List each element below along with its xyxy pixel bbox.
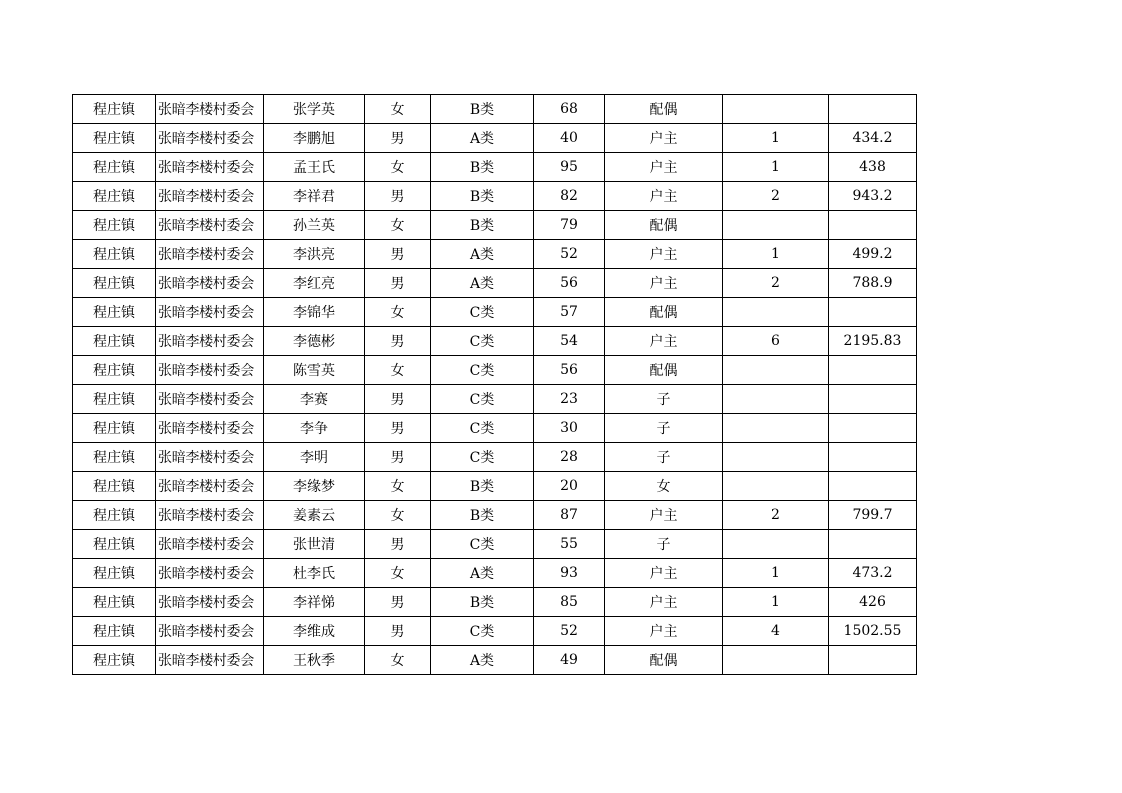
town-cell: 程庄镇 xyxy=(73,356,156,385)
relation-cell: 户主 xyxy=(605,617,723,646)
amount-cell: 943.2 xyxy=(829,182,917,211)
table-row xyxy=(73,443,917,472)
table-row xyxy=(73,501,917,530)
town-cell: 程庄镇 xyxy=(73,95,156,124)
relation-cell: 子 xyxy=(605,385,723,414)
gender-cell: 女 xyxy=(365,646,431,675)
relation-cell: 户主 xyxy=(605,588,723,617)
category-cell: B类 xyxy=(431,153,534,182)
age-cell: 54 xyxy=(534,327,605,356)
relation-cell: 女 xyxy=(605,472,723,501)
gender-cell: 女 xyxy=(365,211,431,240)
table-row xyxy=(73,240,917,269)
town-cell: 程庄镇 xyxy=(73,443,156,472)
table-row xyxy=(73,124,917,153)
household-size-cell: 2 xyxy=(723,269,829,298)
village-cell: 张暗李楼村委会 xyxy=(156,211,264,240)
age-cell: 56 xyxy=(534,269,605,298)
age-cell: 28 xyxy=(534,443,605,472)
amount-cell xyxy=(829,211,917,240)
category-cell: A类 xyxy=(431,124,534,153)
table-row xyxy=(73,182,917,211)
village-cell: 张暗李楼村委会 xyxy=(156,153,264,182)
name-cell: 王秋季 xyxy=(264,646,365,675)
age-cell: 52 xyxy=(534,617,605,646)
household-size-cell xyxy=(723,414,829,443)
relation-cell: 户主 xyxy=(605,240,723,269)
amount-cell xyxy=(829,443,917,472)
table-row xyxy=(73,414,917,443)
name-cell: 李争 xyxy=(264,414,365,443)
relation-cell: 子 xyxy=(605,530,723,559)
gender-cell: 男 xyxy=(365,414,431,443)
name-cell: 李赛 xyxy=(264,385,365,414)
name-cell: 李缘梦 xyxy=(264,472,365,501)
gender-cell: 女 xyxy=(365,559,431,588)
age-cell: 23 xyxy=(534,385,605,414)
relation-cell: 配偶 xyxy=(605,211,723,240)
age-cell: 85 xyxy=(534,588,605,617)
town-cell: 程庄镇 xyxy=(73,124,156,153)
age-cell: 20 xyxy=(534,472,605,501)
gender-cell: 男 xyxy=(365,269,431,298)
name-cell: 姜素云 xyxy=(264,501,365,530)
amount-cell xyxy=(829,414,917,443)
name-cell: 李祥君 xyxy=(264,182,365,211)
category-cell: C类 xyxy=(431,414,534,443)
age-cell: 82 xyxy=(534,182,605,211)
village-cell: 张暗李楼村委会 xyxy=(156,646,264,675)
gender-cell: 女 xyxy=(365,356,431,385)
name-cell: 李红亮 xyxy=(264,269,365,298)
age-cell: 55 xyxy=(534,530,605,559)
relation-cell: 户主 xyxy=(605,559,723,588)
gender-cell: 男 xyxy=(365,617,431,646)
table-row xyxy=(73,472,917,501)
category-cell: B类 xyxy=(431,182,534,211)
household-size-cell: 1 xyxy=(723,588,829,617)
village-cell: 张暗李楼村委会 xyxy=(156,240,264,269)
table-row xyxy=(73,646,917,675)
town-cell: 程庄镇 xyxy=(73,153,156,182)
category-cell: C类 xyxy=(431,530,534,559)
category-cell: C类 xyxy=(431,443,534,472)
relation-cell: 户主 xyxy=(605,269,723,298)
town-cell: 程庄镇 xyxy=(73,298,156,327)
town-cell: 程庄镇 xyxy=(73,559,156,588)
amount-cell: 473.2 xyxy=(829,559,917,588)
household-size-cell: 6 xyxy=(723,327,829,356)
amount-cell: 1502.55 xyxy=(829,617,917,646)
category-cell: A类 xyxy=(431,646,534,675)
gender-cell: 女 xyxy=(365,95,431,124)
town-cell: 程庄镇 xyxy=(73,501,156,530)
amount-cell xyxy=(829,646,917,675)
town-cell: 程庄镇 xyxy=(73,327,156,356)
gender-cell: 女 xyxy=(365,501,431,530)
town-cell: 程庄镇 xyxy=(73,472,156,501)
town-cell: 程庄镇 xyxy=(73,211,156,240)
relation-cell: 配偶 xyxy=(605,646,723,675)
table-row xyxy=(73,530,917,559)
age-cell: 52 xyxy=(534,240,605,269)
age-cell: 49 xyxy=(534,646,605,675)
relation-cell: 户主 xyxy=(605,182,723,211)
town-cell: 程庄镇 xyxy=(73,269,156,298)
gender-cell: 男 xyxy=(365,327,431,356)
gender-cell: 女 xyxy=(365,298,431,327)
name-cell: 李德彬 xyxy=(264,327,365,356)
table-row xyxy=(73,588,917,617)
relation-cell: 子 xyxy=(605,443,723,472)
age-cell: 95 xyxy=(534,153,605,182)
data-table xyxy=(72,94,917,675)
table-row xyxy=(73,153,917,182)
town-cell: 程庄镇 xyxy=(73,646,156,675)
table-row xyxy=(73,327,917,356)
category-cell: A类 xyxy=(431,559,534,588)
category-cell: B类 xyxy=(431,472,534,501)
relation-cell: 户主 xyxy=(605,124,723,153)
age-cell: 57 xyxy=(534,298,605,327)
table-row xyxy=(73,385,917,414)
household-size-cell xyxy=(723,211,829,240)
household-size-cell: 1 xyxy=(723,153,829,182)
relation-cell: 配偶 xyxy=(605,356,723,385)
household-size-cell: 1 xyxy=(723,240,829,269)
town-cell: 程庄镇 xyxy=(73,588,156,617)
relation-cell: 户主 xyxy=(605,327,723,356)
relation-cell: 配偶 xyxy=(605,298,723,327)
age-cell: 68 xyxy=(534,95,605,124)
category-cell: C类 xyxy=(431,385,534,414)
relation-cell: 配偶 xyxy=(605,95,723,124)
village-cell: 张暗李楼村委会 xyxy=(156,356,264,385)
town-cell: 程庄镇 xyxy=(73,617,156,646)
gender-cell: 男 xyxy=(365,385,431,414)
amount-cell: 799.7 xyxy=(829,501,917,530)
gender-cell: 男 xyxy=(365,182,431,211)
name-cell: 李锦华 xyxy=(264,298,365,327)
village-cell: 张暗李楼村委会 xyxy=(156,414,264,443)
household-size-cell xyxy=(723,472,829,501)
village-cell: 张暗李楼村委会 xyxy=(156,530,264,559)
category-cell: A类 xyxy=(431,240,534,269)
village-cell: 张暗李楼村委会 xyxy=(156,269,264,298)
amount-cell: 788.9 xyxy=(829,269,917,298)
amount-cell: 438 xyxy=(829,153,917,182)
village-cell: 张暗李楼村委会 xyxy=(156,95,264,124)
relation-cell: 户主 xyxy=(605,153,723,182)
amount-cell xyxy=(829,356,917,385)
name-cell: 张学英 xyxy=(264,95,365,124)
relation-cell: 户主 xyxy=(605,501,723,530)
household-size-cell xyxy=(723,530,829,559)
amount-cell: 2195.83 xyxy=(829,327,917,356)
category-cell: A类 xyxy=(431,269,534,298)
town-cell: 程庄镇 xyxy=(73,240,156,269)
gender-cell: 男 xyxy=(365,124,431,153)
household-size-cell: 4 xyxy=(723,617,829,646)
age-cell: 79 xyxy=(534,211,605,240)
village-cell: 张暗李楼村委会 xyxy=(156,124,264,153)
name-cell: 张世清 xyxy=(264,530,365,559)
name-cell: 李鹏旭 xyxy=(264,124,365,153)
household-size-cell xyxy=(723,95,829,124)
amount-cell xyxy=(829,530,917,559)
gender-cell: 男 xyxy=(365,443,431,472)
household-size-cell xyxy=(723,356,829,385)
town-cell: 程庄镇 xyxy=(73,414,156,443)
name-cell: 李明 xyxy=(264,443,365,472)
village-cell: 张暗李楼村委会 xyxy=(156,559,264,588)
household-size-cell xyxy=(723,385,829,414)
amount-cell xyxy=(829,298,917,327)
category-cell: B类 xyxy=(431,211,534,240)
category-cell: B类 xyxy=(431,501,534,530)
gender-cell: 女 xyxy=(365,153,431,182)
table-row xyxy=(73,559,917,588)
table-row xyxy=(73,269,917,298)
category-cell: C类 xyxy=(431,617,534,646)
age-cell: 93 xyxy=(534,559,605,588)
village-cell: 张暗李楼村委会 xyxy=(156,298,264,327)
household-size-cell: 2 xyxy=(723,501,829,530)
village-cell: 张暗李楼村委会 xyxy=(156,617,264,646)
amount-cell xyxy=(829,472,917,501)
age-cell: 87 xyxy=(534,501,605,530)
village-cell: 张暗李楼村委会 xyxy=(156,472,264,501)
name-cell: 杜李氏 xyxy=(264,559,365,588)
table-row xyxy=(73,356,917,385)
category-cell: C类 xyxy=(431,298,534,327)
relation-cell: 子 xyxy=(605,414,723,443)
village-cell: 张暗李楼村委会 xyxy=(156,182,264,211)
amount-cell: 426 xyxy=(829,588,917,617)
village-cell: 张暗李楼村委会 xyxy=(156,588,264,617)
table-row xyxy=(73,211,917,240)
gender-cell: 男 xyxy=(365,588,431,617)
table-row xyxy=(73,95,917,124)
name-cell: 陈雪英 xyxy=(264,356,365,385)
household-size-cell: 1 xyxy=(723,559,829,588)
category-cell: C类 xyxy=(431,327,534,356)
town-cell: 程庄镇 xyxy=(73,182,156,211)
gender-cell: 女 xyxy=(365,472,431,501)
category-cell: B类 xyxy=(431,95,534,124)
age-cell: 56 xyxy=(534,356,605,385)
gender-cell: 男 xyxy=(365,530,431,559)
table-row xyxy=(73,298,917,327)
category-cell: B类 xyxy=(431,588,534,617)
household-size-cell: 2 xyxy=(723,182,829,211)
name-cell: 李洪亮 xyxy=(264,240,365,269)
name-cell: 孙兰英 xyxy=(264,211,365,240)
amount-cell xyxy=(829,95,917,124)
amount-cell: 434.2 xyxy=(829,124,917,153)
town-cell: 程庄镇 xyxy=(73,385,156,414)
household-size-cell xyxy=(723,298,829,327)
gender-cell: 男 xyxy=(365,240,431,269)
household-size-cell xyxy=(723,646,829,675)
table-row xyxy=(73,617,917,646)
village-cell: 张暗李楼村委会 xyxy=(156,443,264,472)
household-size-cell: 1 xyxy=(723,124,829,153)
village-cell: 张暗李楼村委会 xyxy=(156,327,264,356)
age-cell: 30 xyxy=(534,414,605,443)
name-cell: 李祥悌 xyxy=(264,588,365,617)
name-cell: 孟王氏 xyxy=(264,153,365,182)
amount-cell: 499.2 xyxy=(829,240,917,269)
village-cell: 张暗李楼村委会 xyxy=(156,385,264,414)
household-size-cell xyxy=(723,443,829,472)
amount-cell xyxy=(829,385,917,414)
village-cell: 张暗李楼村委会 xyxy=(156,501,264,530)
town-cell: 程庄镇 xyxy=(73,530,156,559)
category-cell: C类 xyxy=(431,356,534,385)
age-cell: 40 xyxy=(534,124,605,153)
name-cell: 李维成 xyxy=(264,617,365,646)
